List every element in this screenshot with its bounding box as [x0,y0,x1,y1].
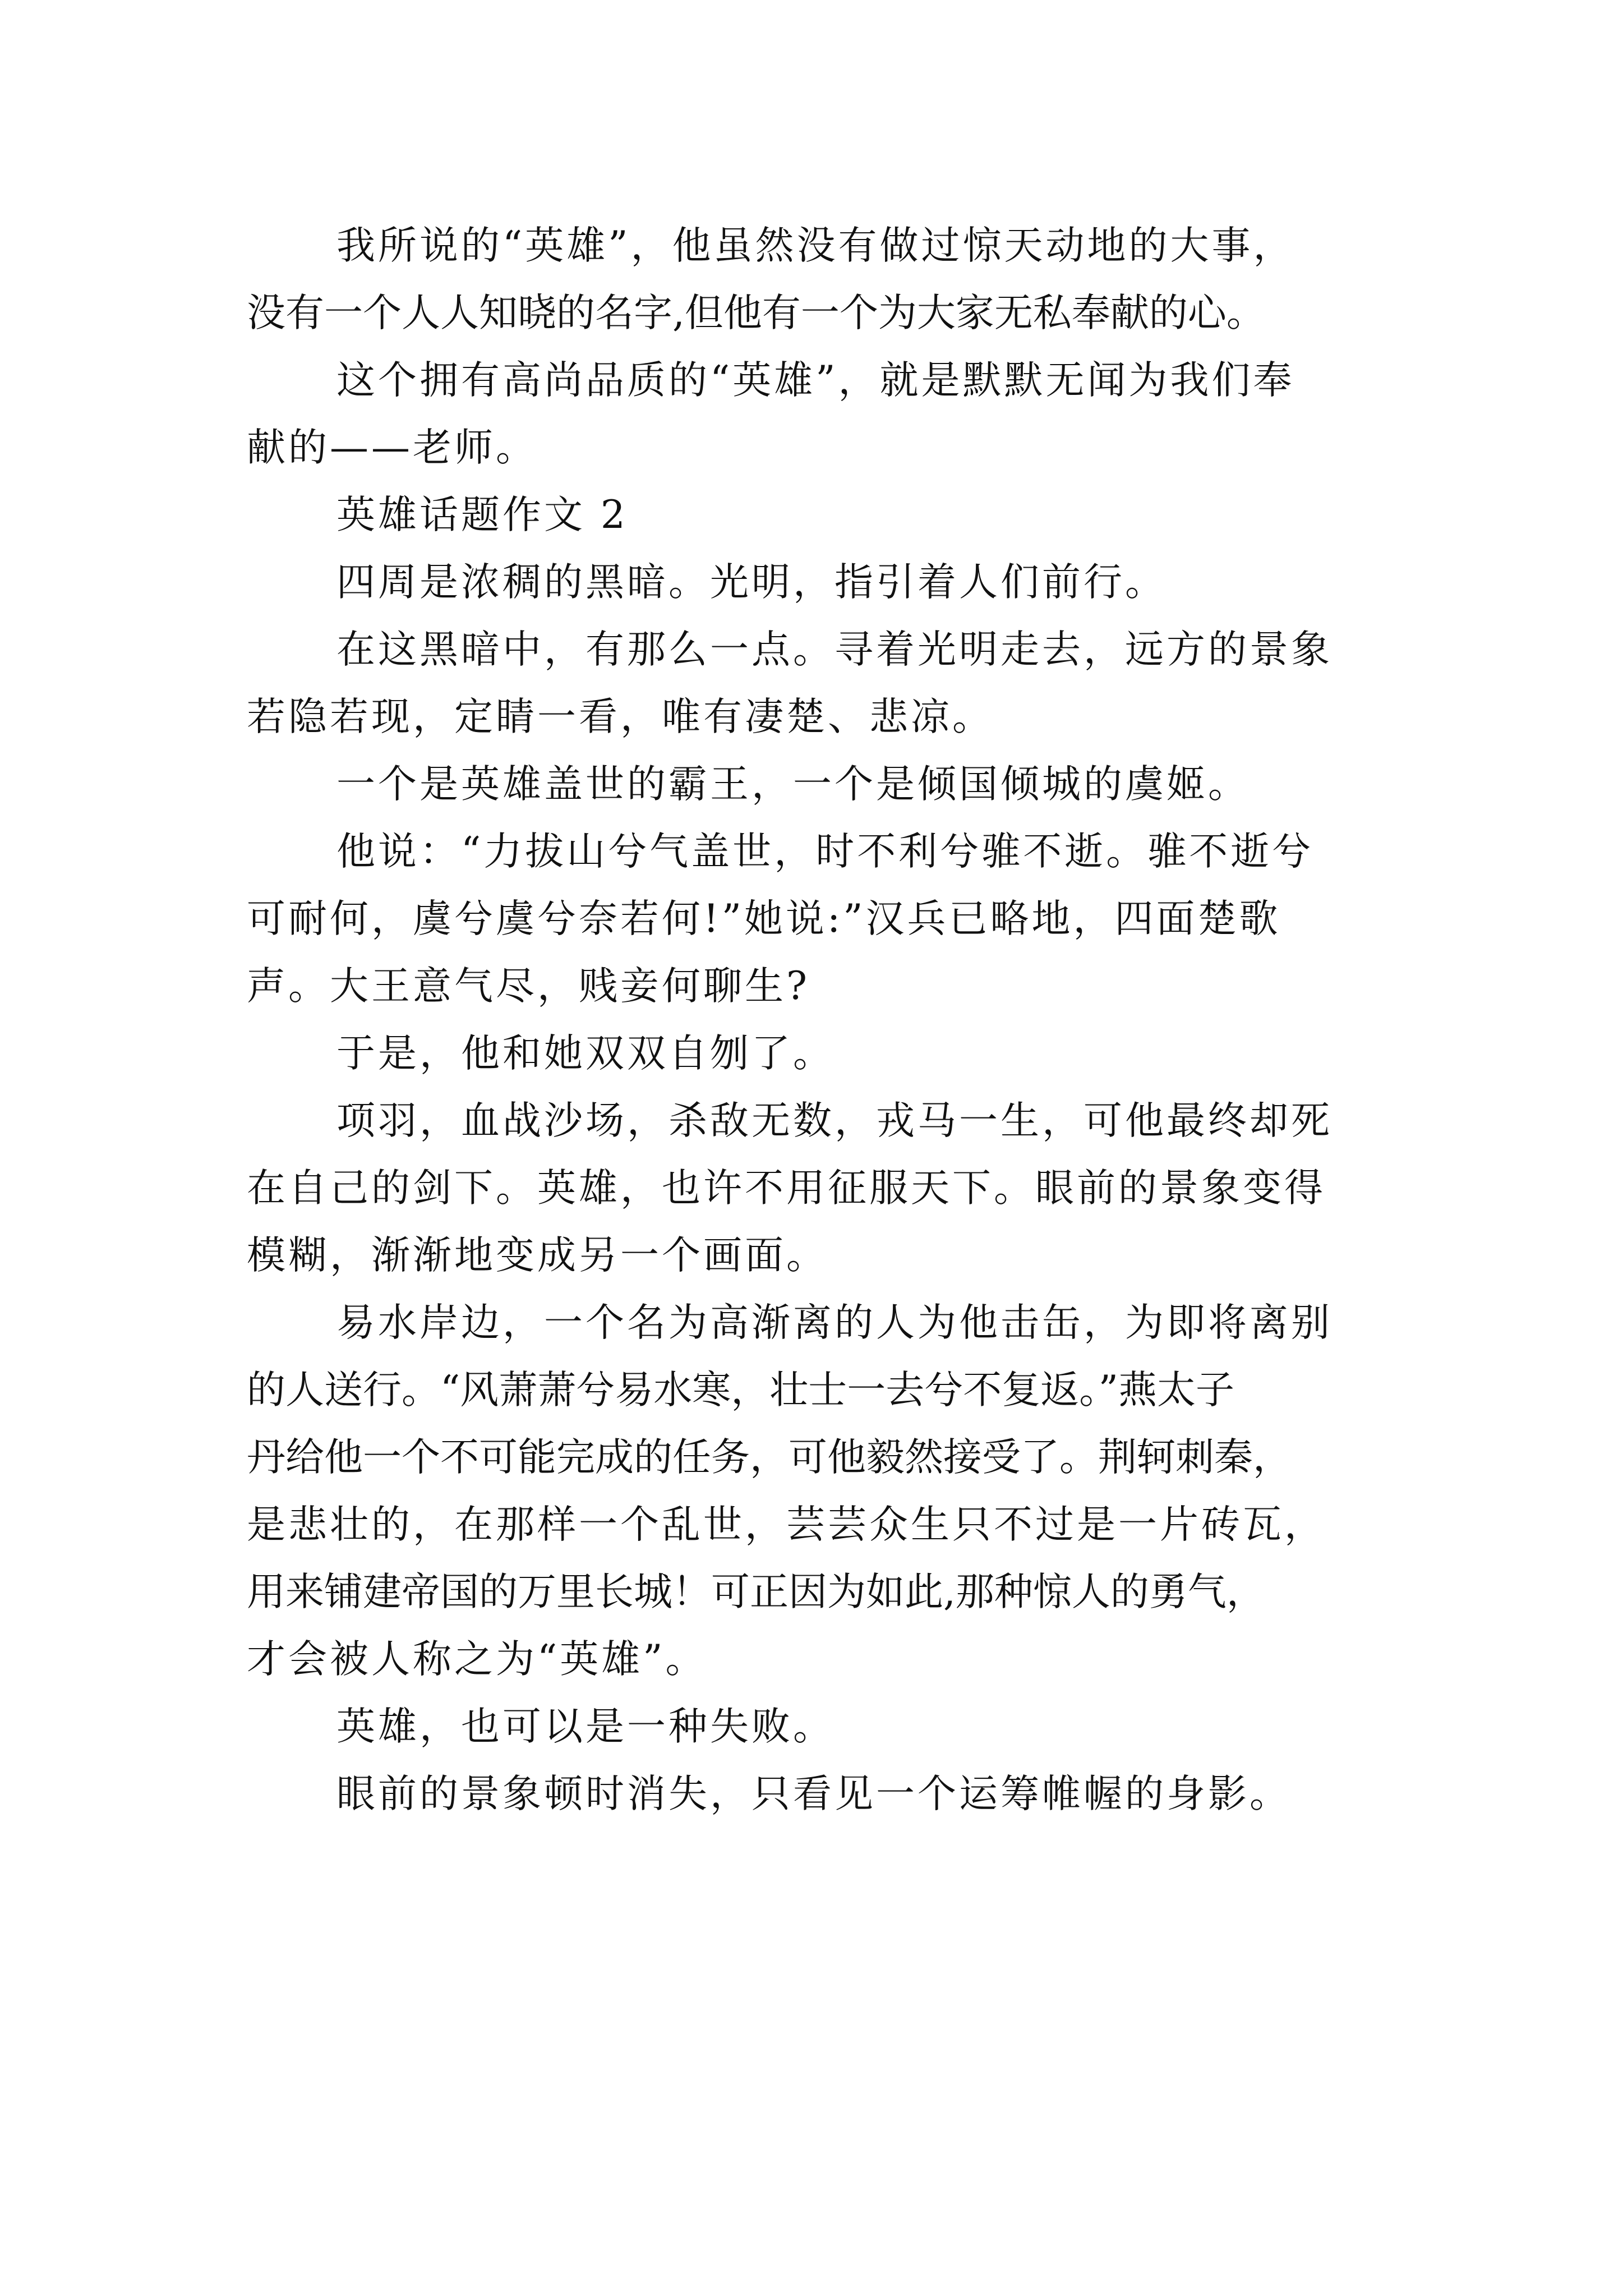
paragraph-line: 在这黑暗中，有那么一点。寻着光明走去，远方的景象 [336,627,1332,672]
paragraph-line: 的人送行。“风萧萧兮易水寒，壮士一去兮不复返。”燕太子 [247,1368,1235,1412]
paragraph-line: 易水岸边，一个名为高渐离的人为他击缶，为即将离别 [336,1300,1332,1345]
paragraph-line: 声。大王意气尽，贱妾何聊生? [247,964,810,1009]
paragraph-line: 项羽，血战沙场，杀敌无数，戎马一生，可他最终却死 [336,1098,1332,1143]
body-text [247,212,1374,1828]
paragraph-line: 丹给他一个不可能完成的任务，可他毅然接受了。荆轲刺秦， [247,1435,1292,1480]
paragraph-line: 没有一个人人知晓的名字,但他有一个为大家无私奉献的心。 [247,291,1265,335]
paragraph-line: 一个是英雄盖世的霸王，一个是倾国倾城的虞姬。 [336,762,1249,807]
paragraph-line: 四周是浓稠的黑暗。光明，指引着人们前行。 [336,560,1166,605]
paragraph-line: 可耐何，虞兮虞兮奈若何!”她说:”汉兵已略地，四面楚歌 [247,896,1281,941]
paragraph-line: 献的——老师。 [247,425,537,470]
paragraph-line: 我所说的“英雄”，他虽然没有做过惊天动地的大事， [336,223,1295,268]
paragraph-line: 才会被人称之为“英雄”。 [247,1637,707,1682]
paragraph-line: 用来铺建帝国的万里长城！可正因为如此,那种惊人的勇气， [247,1570,1265,1614]
paragraph-line: 于是，他和她双双自刎了。 [336,1031,834,1076]
paragraph-line: 眼前的景象顿时消失，只看见一个运筹帷幄的身影。 [336,1772,1291,1816]
paragraph-line: 这个拥有高尚品质的“英雄”，就是默默无闻为我们奉 [336,358,1295,403]
paragraph-line: 若隐若现，定睛一看，唯有凄楚、悲凉。 [247,694,994,739]
paragraph-line: 模糊，渐渐地变成另一个画面。 [247,1233,828,1278]
paragraph-line: 是悲壮的，在那样一个乱世，芸芸众生只不过是一片砖瓦， [247,1502,1326,1547]
paragraph-line: 他说：“力拔山兮气盖世，时不利兮骓不逝。骓不逝兮 [336,829,1314,874]
paragraph-line: 在自己的剑下。英雄，也许不用征服天下。眼前的景象变得 [247,1166,1326,1211]
section-heading: 英雄话题作文 2 [336,493,628,537]
paragraph-line: 英雄，也可以是一种失败。 [336,1704,834,1749]
